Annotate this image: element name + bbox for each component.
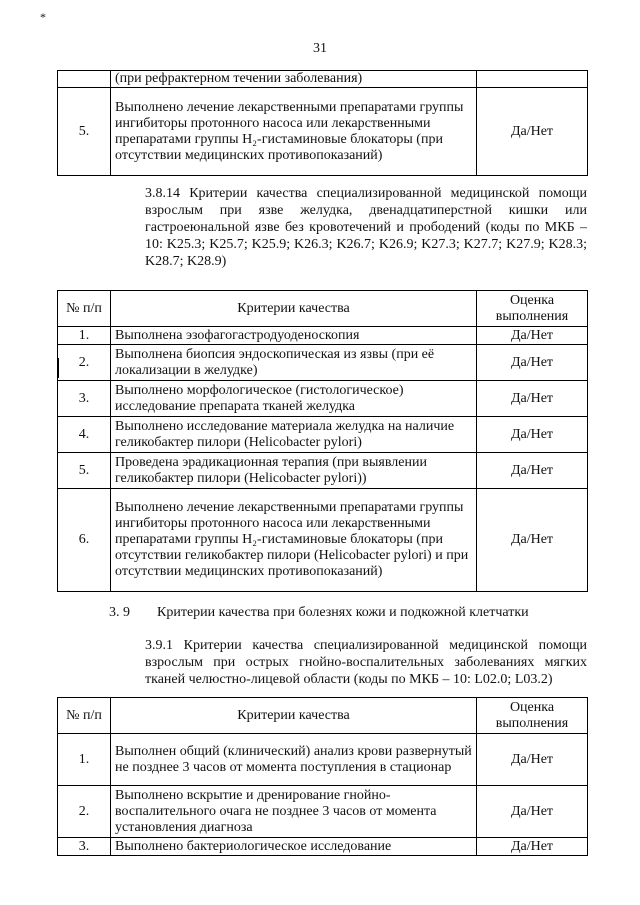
section-3-9-title: Критерии качества при болезнях кожи и подкожной клетчатки xyxy=(157,605,529,620)
section-3-9-number: 3. 9 xyxy=(109,605,130,620)
table-row xyxy=(58,88,588,176)
section-3-9-1-heading: 3.9.1 Критерии качества специализированной медицинской помощи взрослым при острых гнойно-воспалительных заболеваниях мягких тканей челюстно-лицевой области (коды по МКБ – 10: L02.0; L03.2) xyxy=(145,638,587,687)
table-header-row xyxy=(58,291,588,327)
row-criterion: Выполнено лечение лекарственными препаратами группы ингибиторы протонного насоса или лекарственными препаратами группы H₂-гистаминовые блокаторы (при отсутствии медицинских противопоказаний) xyxy=(111,88,477,176)
table-row xyxy=(58,381,588,417)
row-criterion: Выполнено исследование материала желудка на наличие геликобактер пилори (Helicobacter pylori) xyxy=(111,417,477,453)
row-criterion: Выполнено морфологическое (гистологическое) исследование препарата тканей желудка xyxy=(111,381,477,417)
row-grade: Да/Нет xyxy=(477,345,588,381)
row-criterion: Выполнено лечение лекарственными препаратами группы ингибиторы протонного насоса или лекарственными препаратами группы H₂-гистаминовые блокаторы (при отсутствии геликобактер пилори (Helicobacter pylori) и при отсутствии медицинских противопоказаний) xyxy=(111,489,477,592)
row-number: 3. xyxy=(58,381,111,417)
header-grade: Оценка выполнения xyxy=(477,698,588,734)
header-number: № п/п xyxy=(58,291,111,327)
row-criterion: Выполнена эзофагогастродуоденоскопия xyxy=(111,327,477,345)
table-row xyxy=(58,489,588,592)
row-grade: Да/Нет xyxy=(477,838,588,856)
row-number: 4. xyxy=(58,417,111,453)
row-criterion: Выполнено бактериологическое исследование xyxy=(111,838,477,856)
row-number: 2. xyxy=(58,786,111,838)
header-grade: Оценка выполнения xyxy=(477,291,588,327)
row-number: 3. xyxy=(58,838,111,856)
row-criterion: Выполнена биопсия эндоскопическая из язвы (при её локализации в желудке) xyxy=(111,345,477,381)
table-row xyxy=(58,786,588,838)
row-number: 5. xyxy=(58,453,111,489)
table-row xyxy=(58,838,588,856)
row-grade: Да/Нет xyxy=(477,327,588,345)
table-row xyxy=(58,327,588,345)
header-number: № п/п xyxy=(58,698,111,734)
header-criterion: Критерии качества xyxy=(111,291,477,327)
table-row xyxy=(58,345,588,381)
table-row xyxy=(58,417,588,453)
criteria-table-3-9-1 xyxy=(57,697,588,856)
row-grade xyxy=(477,71,588,88)
row-criterion: (при рефрактерном течении заболевания) xyxy=(111,71,477,88)
row-number: 6. xyxy=(58,489,111,592)
row-criterion: Выполнен общий (клинический) анализ крови развернутый не позднее 3 часов от момента поступления в стационар xyxy=(111,734,477,786)
row-criterion: Выполнено вскрытие и дренирование гнойно-воспалительного очага не позднее 3 часов от момента установления диагноза xyxy=(111,786,477,838)
row-criterion: Проведена эрадикационная терапия (при выявлении геликобактер пилори (Helicobacter pylori)) xyxy=(111,453,477,489)
row-number: 1. xyxy=(58,734,111,786)
section-3-8-14-heading: 3.8.14 Критерии качества специализированной медицинской помощи взрослым при язве желудка, двенадцатиперстной кишки или гастроеюнальной язве без кровотечений и прободений (коды по МКБ – 10: K25.3; K25.7; K25.9; K26.3; K26.7; K26.9; K27.3; K27.7; K27.9; K28.3; K28.7; K28.9) xyxy=(145,186,587,269)
row-grade: Да/Нет xyxy=(477,417,588,453)
row-grade: Да/Нет xyxy=(477,381,588,417)
row-grade: Да/Нет xyxy=(477,453,588,489)
table-row xyxy=(58,453,588,489)
table-row xyxy=(58,734,588,786)
table-row xyxy=(58,71,588,88)
row-number: 2. xyxy=(58,345,111,381)
row-number xyxy=(58,71,111,88)
section-3-9-heading xyxy=(109,604,529,621)
criteria-table-3-8-14 xyxy=(57,290,588,592)
header-criterion: Критерии качества xyxy=(111,698,477,734)
corner-mark: * xyxy=(40,10,46,24)
row-grade: Да/Нет xyxy=(477,734,588,786)
row-grade: Да/Нет xyxy=(477,489,588,592)
row-grade: Да/Нет xyxy=(477,786,588,838)
table-header-row xyxy=(58,698,588,734)
row-grade: Да/Нет xyxy=(477,88,588,176)
row-number: 5. xyxy=(58,88,111,176)
page-number: 31 xyxy=(313,41,327,56)
row-number: 1. xyxy=(58,327,111,345)
scan-edge-mark xyxy=(58,358,59,378)
criteria-table-continuation xyxy=(57,70,588,176)
